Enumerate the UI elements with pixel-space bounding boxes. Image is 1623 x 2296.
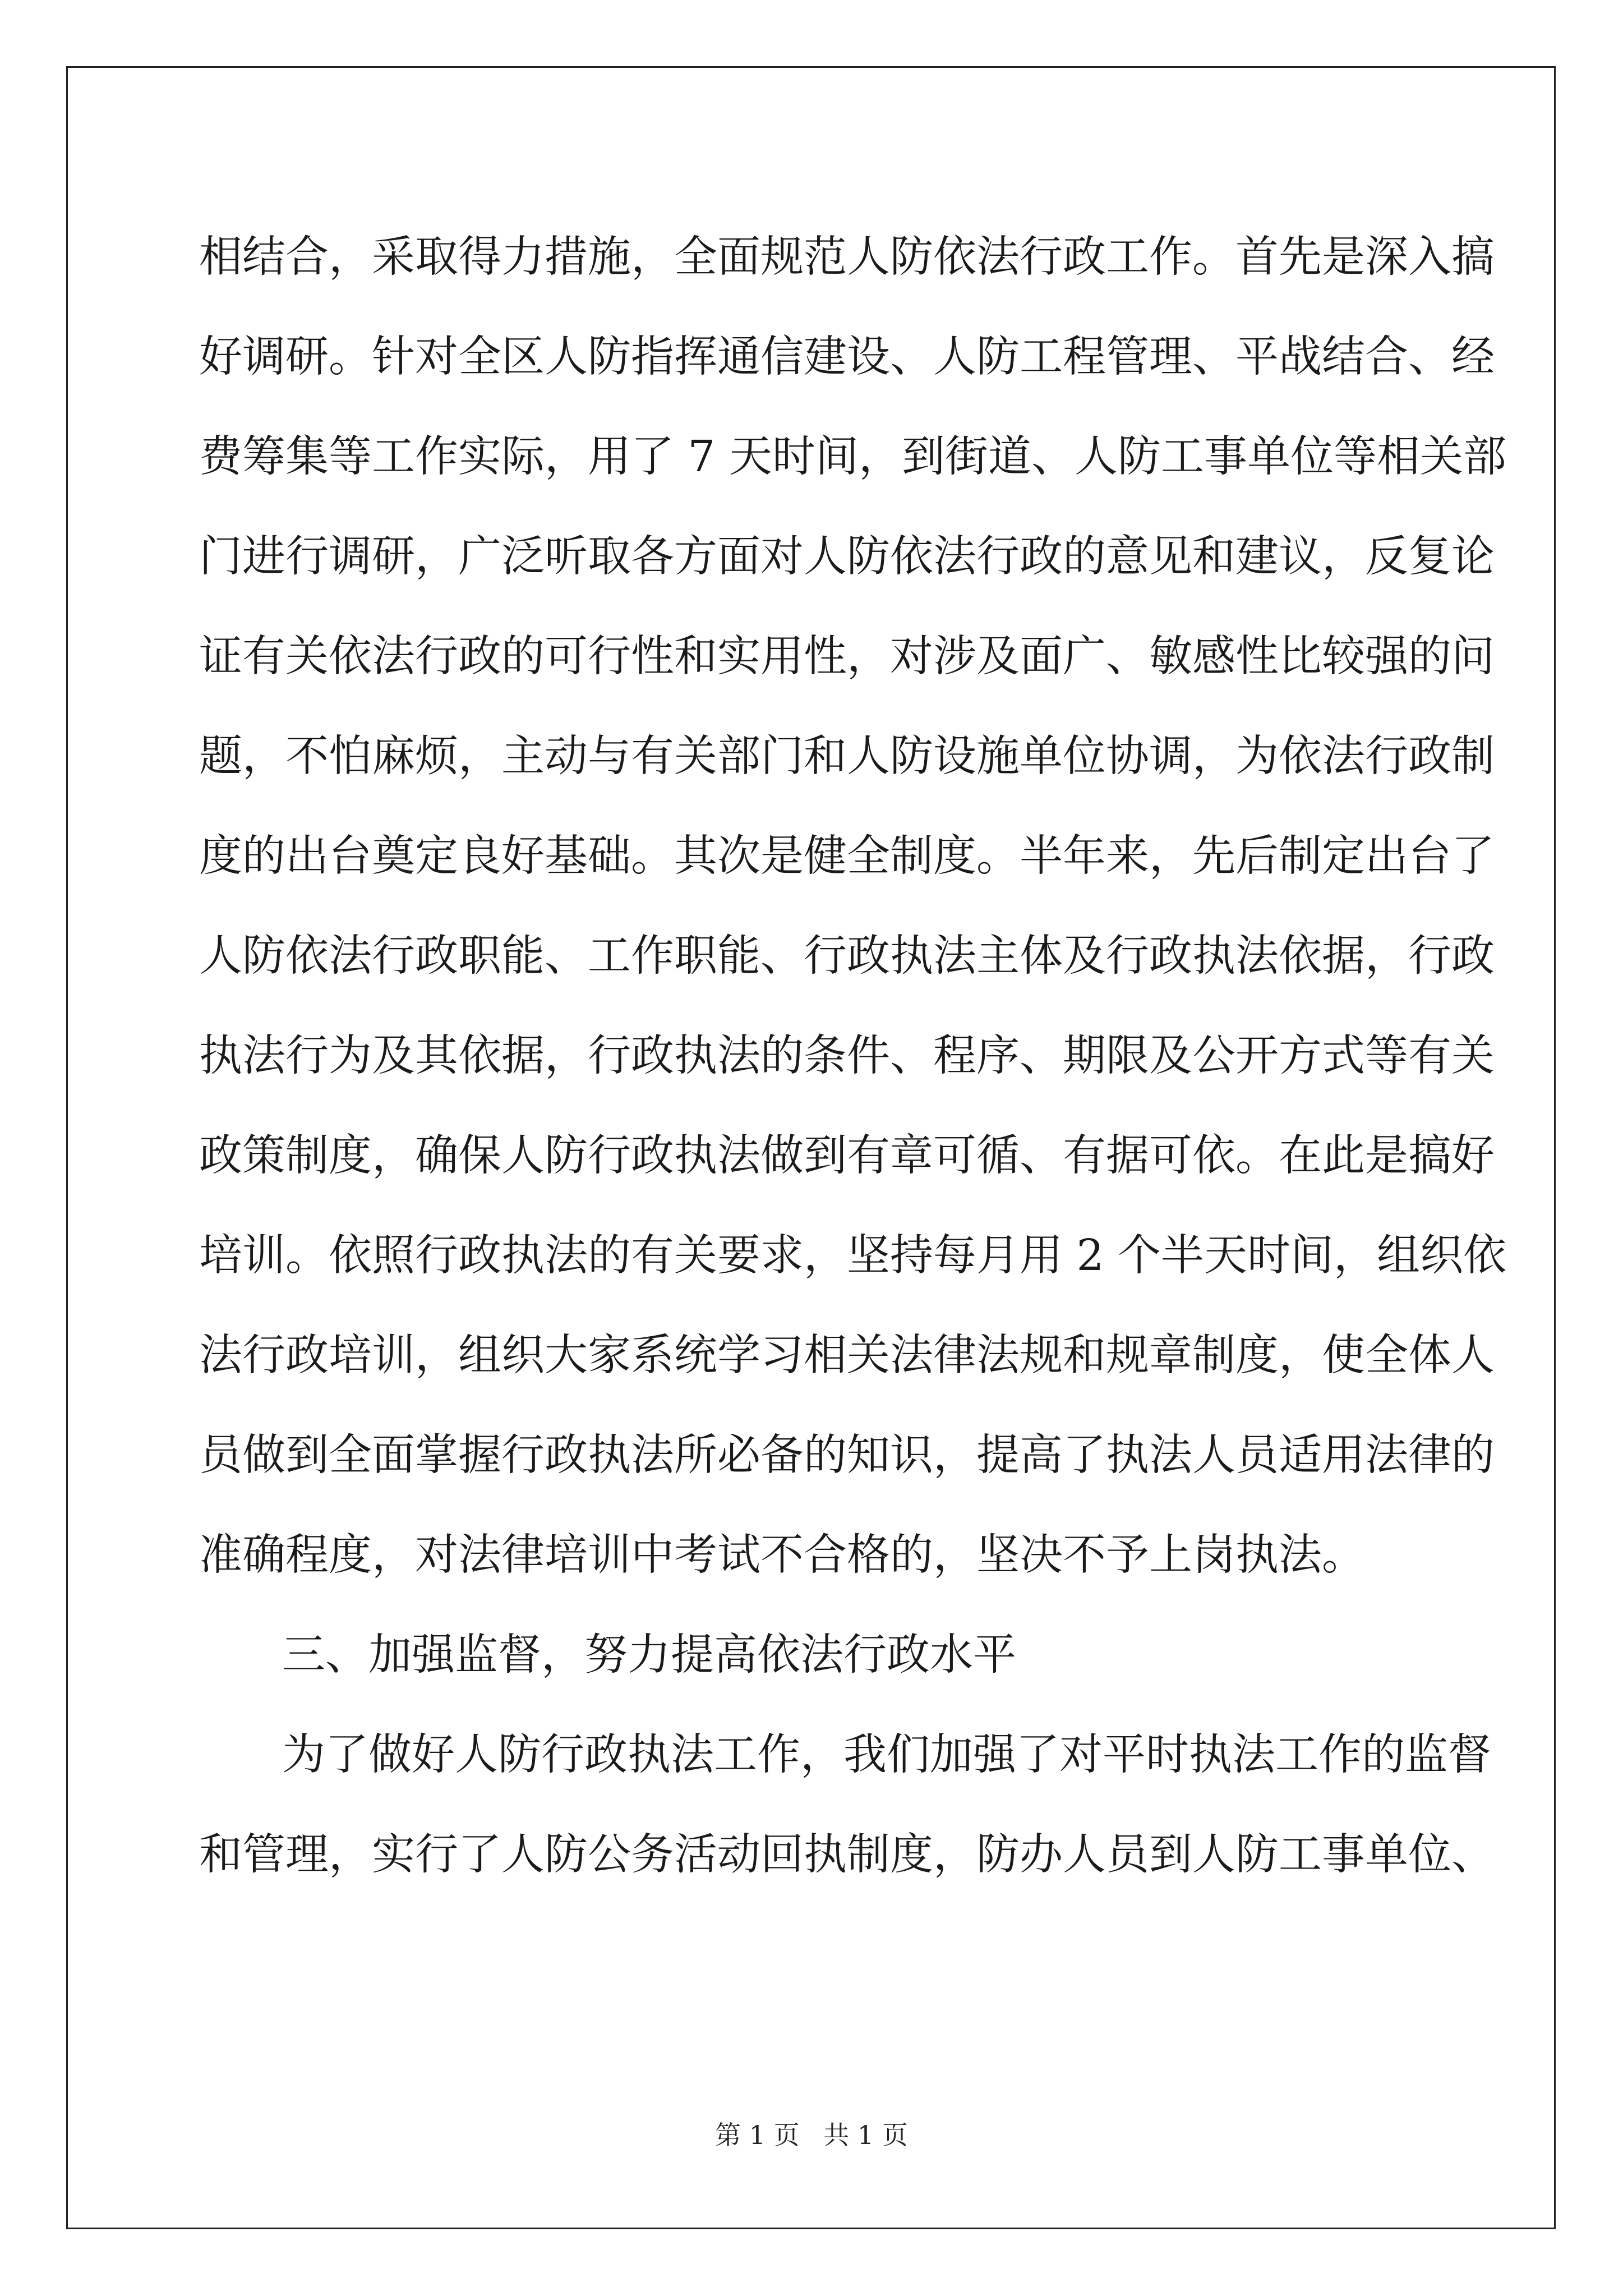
- text-line: 准确程度，对法律培训中考试不合格的，坚决不予上岗执法。: [199, 1530, 1365, 1580]
- document-body: [199, 208, 1506, 1905]
- page-total: 共 1 页: [823, 2120, 908, 2150]
- page-footer: [0, 2115, 1623, 2152]
- text-line: 费筹集等工作实际，用了 7 天时间，到街道、人防工事单位等相关部: [199, 432, 1506, 482]
- text-line: 政策制度，确保人防行政执法做到有章可循、有据可依。在此是搞好: [199, 1131, 1495, 1181]
- text-line: 执法行为及其依据，行政执法的条件、程序、期限及公开方式等有关: [199, 1031, 1495, 1081]
- text-line: 相结合，采取得力措施，全面规范人防依法行政工作。首先是深入搞: [199, 232, 1495, 282]
- text-line: 和管理，实行了人防公务活动回执制度，防办人员到人防工事单位、: [199, 1830, 1495, 1880]
- text-line: 度的出台奠定良好基础。其次是健全制度。半年来，先后制定出台了: [199, 831, 1495, 881]
- text-line: 题，不怕麻烦，主动与有关部门和人防设施单位协调，为依法行政制: [199, 731, 1495, 781]
- text-line: 员做到全面掌握行政执法所必备的知识，提高了执法人员适用法律的: [199, 1430, 1495, 1480]
- section-heading: 三、加强监督，努力提高依法行政水平: [282, 1630, 1016, 1680]
- text-line: 好调研。针对全区人防指挥通信建设、人防工程管理、平战结合、经: [199, 332, 1495, 382]
- text-line: 人防依法行政职能、工作职能、行政执法主体及行政执法依据，行政: [199, 931, 1495, 981]
- page-number: 第 1 页: [715, 2120, 800, 2150]
- text-line: 法行政培训，组织大家系统学习相关法律法规和规章制度，使全体人: [199, 1331, 1495, 1381]
- text-line: 门进行调研，广泛听取各方面对人防依法行政的意见和建议，反复论: [199, 532, 1495, 582]
- text-line: 培训。依照行政执法的有关要求，坚持每月用 2 个半天时间，组织依: [199, 1231, 1506, 1281]
- text-line: 为了做好人防行政执法工作，我们加强了对平时执法工作的监督: [282, 1730, 1491, 1780]
- text-line: 证有关依法行政的可行性和实用性，对涉及面广、敏感性比较强的问: [199, 632, 1495, 682]
